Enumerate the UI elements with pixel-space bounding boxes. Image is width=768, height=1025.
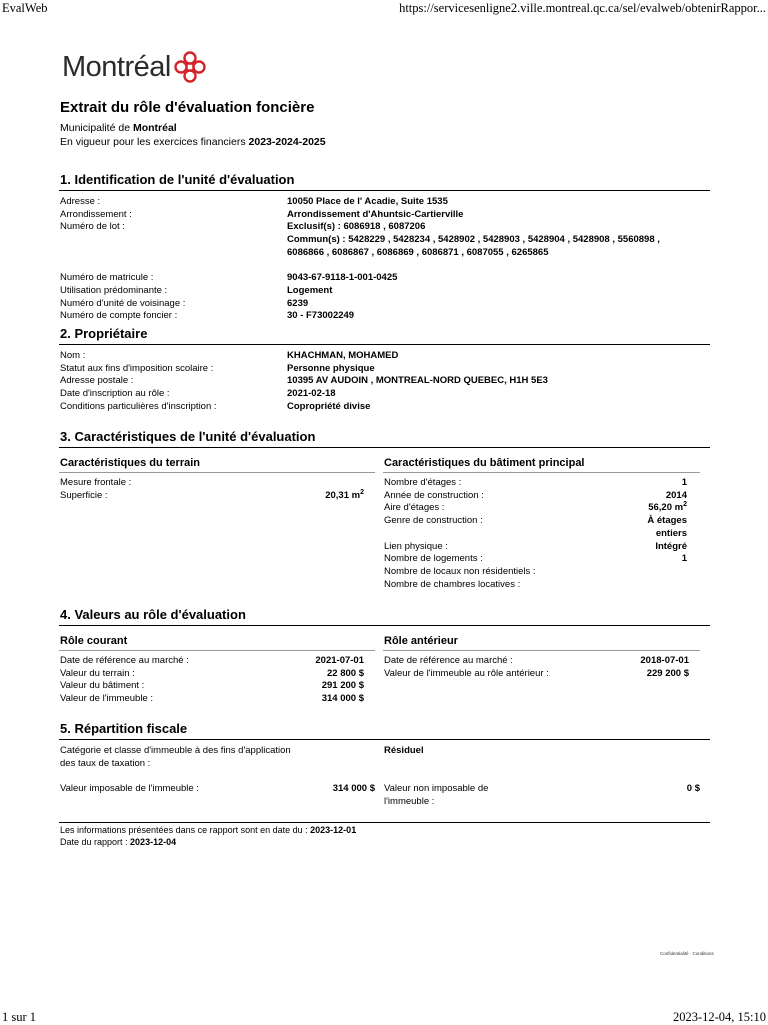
batiment-title: Caractéristiques du bâtiment principal: [384, 457, 585, 469]
row-value-text: 2021-07-01: [315, 655, 364, 666]
footer-links[interactable]: Confidentialité · Conditions: [660, 951, 714, 956]
row-value: [322, 680, 364, 693]
row-value: [322, 693, 364, 706]
info-row: [384, 515, 687, 528]
row-value: 10050 Place de l' Acadie, Suite 1535: [287, 196, 448, 207]
section1-table: [60, 196, 707, 323]
section4-title: 4. Valeurs au rôle d'évaluation: [60, 607, 246, 622]
row-value: [647, 668, 689, 681]
row-value-text: 1: [681, 553, 687, 565]
row-value: Arrondissement d'Ahuntsic-Cartierville: [287, 208, 464, 220]
row-value-text: 20,31 m: [325, 489, 361, 501]
row-label: Nom :: [60, 350, 86, 361]
info-date-prefix: Les informations présentées dans ce rapport sont en date du :: [60, 825, 311, 835]
role-anterieur-rule: [383, 650, 700, 651]
info-row: [384, 553, 687, 566]
logo-wordmark: Montréal: [62, 50, 171, 83]
municipality-prefix: Municipalité de: [60, 122, 133, 134]
row-value: Exclusif(s) : 6086918 , 6087206: [287, 221, 426, 233]
section5-rule: [59, 739, 710, 740]
row-label: Date d'inscription au rôle :: [60, 388, 170, 400]
row-value-text: À étages: [647, 515, 687, 527]
info-row: [384, 490, 687, 503]
categorie-label-line1: Catégorie et classe d'immeuble à des fins d'application: [60, 745, 291, 756]
info-row: [60, 310, 707, 323]
page-count: 1 sur 1: [2, 1010, 37, 1024]
row-value-text: 314 000 $: [321, 693, 364, 705]
info-row: [60, 209, 707, 222]
imposable-value: 314 000 $: [332, 783, 375, 794]
section3-rule: [59, 447, 710, 448]
effective-prefix: En vigueur pour les exercices financiers: [60, 136, 249, 148]
row-value-text: 291 200 $: [321, 680, 364, 692]
section2-table: [60, 350, 707, 414]
effective-line: [60, 136, 326, 148]
row-value: [325, 490, 364, 503]
row-value: [682, 553, 687, 566]
unit-superscript: 2: [360, 488, 364, 496]
row-value-text: 22 800 $: [327, 667, 364, 679]
info-row: [60, 388, 707, 401]
print-header: [0, 0, 768, 16]
row-value: [647, 515, 687, 528]
row-label: Nombre d'étages :: [384, 477, 462, 488]
report-date-line: [60, 836, 356, 848]
row-value: Commun(s) : 5428229 , 5428234 , 5428902 , 5428903 , 5428904 , 5428908 , 5560898 ,: [287, 234, 660, 246]
row-value-text: 229 200 $: [646, 667, 689, 679]
row-label: Mesure frontale :: [60, 477, 132, 488]
role-courant-table: [60, 655, 364, 706]
municipality-line: [60, 122, 177, 134]
info-row: [60, 298, 707, 311]
categorie-value: Résiduel: [384, 745, 424, 756]
row-label: Adresse postale :: [60, 375, 134, 387]
row-value: 2021-02-18: [287, 388, 336, 400]
info-row: [60, 680, 364, 693]
row-value: KHACHMAN, MOHAMED: [287, 350, 399, 361]
section2-rule: [59, 344, 710, 345]
row-value: [640, 655, 689, 668]
report-info: [60, 824, 356, 848]
effective-years: 2023-2024-2025: [248, 136, 326, 148]
row-label: Date de référence au marché :: [384, 655, 513, 666]
montreal-rose-icon: [173, 50, 207, 84]
info-row: [60, 490, 364, 503]
terrain-table: [60, 477, 364, 502]
row-label: Nombre de chambres locatives :: [384, 578, 521, 590]
row-label: Utilisation prédominante :: [60, 284, 168, 296]
row-label: Aire d'étages :: [384, 502, 445, 514]
row-value: 6086866 , 6086867 , 6086869 , 6086871 , 6087055 , 6265865: [287, 246, 549, 258]
municipality-name: Montréal: [132, 122, 177, 134]
row-label: Adresse :: [60, 196, 101, 207]
section1-title: 1. Identification de l'unité d'évaluation: [60, 172, 295, 187]
info-row: [60, 260, 707, 273]
info-row: [60, 350, 707, 363]
section3-title: 3. Caractéristiques de l'unité d'évaluation: [60, 429, 316, 444]
non-imposable-label-line2: l'immeuble :: [384, 795, 435, 807]
section5-title: 5. Répartition fiscale: [60, 721, 188, 736]
row-value: [656, 528, 687, 541]
montreal-logo: [62, 50, 207, 84]
info-date: 2023-12-01: [310, 825, 357, 835]
role-courant-title: Rôle courant: [60, 635, 128, 647]
info-row: [60, 375, 707, 388]
print-header-url: https://servicesenligne2.ville.montreal.qc.ca/sel/evalweb/obtenirRappor...: [399, 1, 766, 15]
role-anterieur-title: Rôle antérieur: [384, 635, 458, 647]
info-row: [60, 693, 364, 706]
row-label: Valeur de l'immeuble au rôle antérieur :: [384, 667, 549, 679]
info-row: [384, 668, 689, 681]
row-value-text: 56,20 m: [648, 502, 684, 514]
row-label: Numéro de lot :: [60, 221, 125, 233]
info-row: [60, 221, 707, 234]
info-row: [384, 566, 687, 579]
report-date: 2023-12-04: [130, 837, 177, 847]
info-row: [384, 477, 687, 490]
section4-rule: [59, 625, 710, 626]
row-value-text: entiers: [655, 527, 687, 539]
footer-rule: [59, 822, 710, 823]
non-imposable-value: 0 $: [686, 783, 700, 794]
row-value: [682, 477, 687, 490]
row-value: [655, 541, 687, 554]
row-value: Personne physique: [287, 362, 375, 374]
row-value: 6239: [287, 297, 309, 309]
row-value-text: Intégré: [655, 540, 687, 552]
imposable-label: Valeur imposable de l'immeuble :: [60, 783, 199, 794]
row-label: Lien physique :: [384, 540, 448, 552]
row-value: Copropriété divise: [287, 400, 371, 412]
row-value-text: 2014: [665, 489, 687, 501]
row-value: [327, 668, 364, 681]
row-label: Année de construction :: [384, 489, 484, 501]
row-label: [60, 260, 287, 273]
categorie-label: [60, 745, 291, 770]
terrain-rule: [59, 472, 375, 473]
info-row: [384, 541, 687, 554]
info-row: [384, 655, 689, 668]
row-label: Nombre de locaux non résidentiels :: [384, 565, 536, 577]
row-label: Genre de construction :: [384, 515, 483, 527]
categorie-label-line2: des taux de taxation :: [60, 757, 151, 769]
info-row: [384, 502, 687, 515]
row-label: Arrondissement :: [60, 208, 132, 220]
terrain-title: Caractéristiques du terrain: [60, 457, 200, 469]
unit-superscript: 2: [683, 501, 687, 509]
role-anterieur-table: [384, 655, 689, 680]
row-label: Valeur de l'immeuble :: [60, 693, 153, 705]
row-value: [287, 260, 707, 273]
info-row: [60, 234, 707, 247]
row-label: [384, 528, 656, 541]
row-label: Numéro d'unité de voisinage :: [60, 297, 186, 309]
row-value: 10395 AV AUDOIN , MONTREAL-NORD QUEBEC, H1H 5E3: [287, 375, 548, 387]
print-footer: [0, 1010, 768, 1024]
info-row: [60, 247, 707, 260]
non-imposable-label: [384, 783, 488, 808]
info-row: [60, 285, 707, 298]
row-label: Statut aux fins d'imposition scolaire :: [60, 362, 214, 374]
print-timestamp: 2023-12-04, 15:10: [672, 1010, 766, 1024]
info-row: [60, 477, 364, 490]
row-label: Valeur du bâtiment :: [60, 680, 145, 692]
row-label: [60, 247, 287, 260]
info-row: [60, 363, 707, 376]
info-row: [60, 401, 707, 414]
role-courant-rule: [59, 650, 375, 651]
row-value: [648, 502, 687, 515]
info-row: [384, 528, 687, 541]
row-label: Numéro de compte foncier :: [60, 310, 178, 322]
report-date-prefix: Date du rapport :: [60, 837, 131, 847]
row-value: 30 - F73002249: [287, 310, 355, 322]
info-row: [60, 655, 364, 668]
batiment-table: [384, 477, 687, 591]
row-label: Nombre de logements :: [384, 553, 483, 565]
row-value-text: 2018-07-01: [640, 655, 689, 666]
section1-rule: [59, 190, 710, 191]
print-header-title: EvalWeb: [2, 1, 48, 15]
document-title: Extrait du rôle d'évaluation foncière: [60, 99, 315, 116]
row-value: [315, 655, 364, 668]
row-label: Superficie :: [60, 489, 108, 501]
row-label: [60, 234, 287, 247]
row-label: Valeur du terrain :: [60, 667, 135, 679]
row-label: Conditions particulières d'inscription :: [60, 400, 217, 412]
row-label: Date de référence au marché :: [60, 655, 189, 666]
row-value-text: 1: [681, 477, 687, 488]
info-row: [384, 579, 687, 592]
row-value: Logement: [287, 284, 333, 296]
non-imposable-label-line1: Valeur non imposable de: [384, 783, 489, 794]
info-row: [60, 272, 707, 285]
section2-title: 2. Propriétaire: [60, 326, 148, 341]
batiment-rule: [383, 472, 700, 473]
row-label: Numéro de matricule :: [60, 272, 154, 284]
info-row: [60, 196, 707, 209]
info-row: [60, 668, 364, 681]
row-value: 9043-67-9118-1-001-0425: [287, 272, 398, 284]
info-date-line: [60, 824, 356, 836]
